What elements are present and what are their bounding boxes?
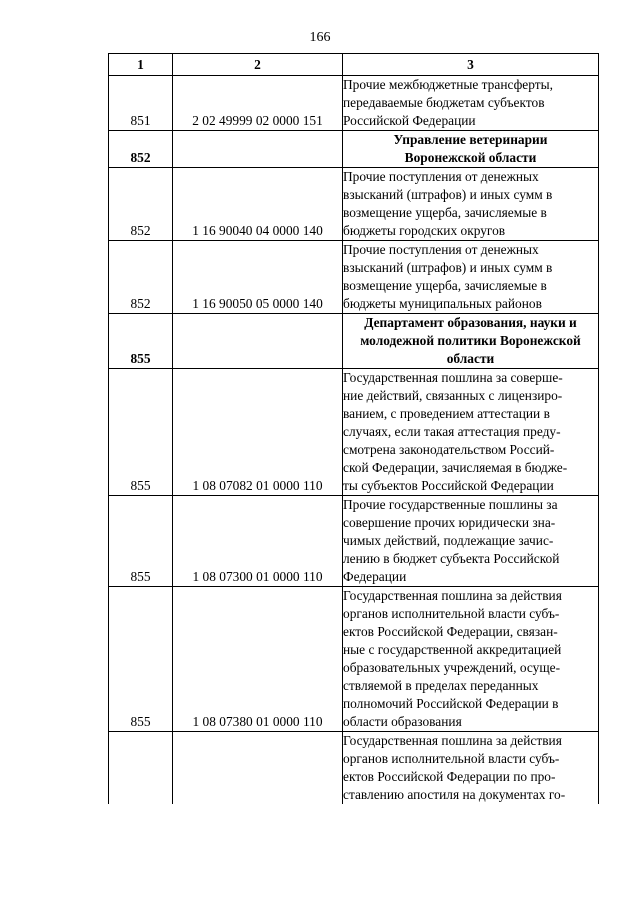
description-line: взысканий (штрафов) и иных сумм в (343, 187, 553, 202)
description-line: полномочий Российской Федерации в (343, 696, 559, 711)
description-line: Российской Федерации (343, 113, 476, 128)
budget-code-cell (173, 732, 343, 805)
description-line: Государственная пошлина за действия (343, 588, 562, 603)
section-heading-row (109, 131, 599, 168)
description-line: ванием, с проведением аттестации в (343, 406, 550, 421)
description-line: чимых действий, подлежащие зачис- (343, 533, 554, 548)
budget-code-cell: 1 16 90040 04 0000 140 (173, 168, 343, 241)
revenue-description-cell (343, 241, 599, 314)
admin-code-cell: 855 (109, 496, 173, 587)
description-line: Управление ветеринарии (393, 132, 548, 147)
budget-code-cell: 1 08 07082 01 0000 110 (173, 369, 343, 496)
budget-code-cell (173, 131, 343, 168)
description-line: ние действий, связанных с лицензиро- (343, 388, 563, 403)
budget-code-cell: 1 16 90050 05 0000 140 (173, 241, 343, 314)
description-line: молодежной политики Воронежской (360, 333, 581, 348)
description-line: органов исполнительной власти субъ- (343, 606, 560, 621)
admin-code-cell: 855 (109, 587, 173, 732)
description-line: Прочие государственные пошлины за (343, 497, 558, 512)
description-line: Федерации (343, 569, 407, 584)
table-row (109, 587, 599, 732)
description-line: Прочие поступления от денежных (343, 242, 539, 257)
section-heading-row (109, 314, 599, 369)
budget-code-cell (173, 314, 343, 369)
admin-code-cell: 855 (109, 314, 173, 369)
description-line: Государственная пошлина за действия (343, 733, 562, 748)
description-line: ные с государственной аккредитацией (343, 642, 562, 657)
description-line: смотрена законодательством Россий- (343, 442, 555, 457)
description-line: бюджеты городских округов (343, 223, 506, 238)
description-line: бюджеты муниципальных районов (343, 296, 542, 311)
revenue-description-cell (343, 587, 599, 732)
column-header-2: 2 (173, 54, 343, 76)
admin-code-cell (109, 732, 173, 805)
description-line: Департамент образования, науки и (364, 315, 577, 330)
table-row (109, 168, 599, 241)
department-name-cell (343, 314, 599, 369)
description-line: Государственная пошлина за соверше- (343, 370, 563, 385)
description-line: ставлению апостиля на документах го- (343, 787, 566, 802)
budget-code-cell: 2 02 49999 02 0000 151 (173, 76, 343, 131)
revenue-description-cell (343, 732, 599, 805)
revenue-description-cell (343, 168, 599, 241)
description-line: образовательных учреждений, осуще- (343, 660, 561, 675)
revenue-description-cell (343, 76, 599, 131)
revenue-description-cell (343, 369, 599, 496)
description-line: органов исполнительной власти субъ- (343, 751, 560, 766)
description-line: передаваемые бюджетам субъектов (343, 95, 545, 110)
description-line: ектов Российской Федерации по про- (343, 769, 556, 784)
description-line: случаях, если такая аттестация преду- (343, 424, 561, 439)
description-line: взысканий (штрафов) и иных сумм в (343, 260, 553, 275)
description-line: области (446, 351, 495, 366)
table-row (109, 496, 599, 587)
description-line: совершение прочих юридически зна- (343, 515, 556, 530)
description-line: лению в бюджет субъекта Российской (343, 551, 560, 566)
admin-code-cell: 852 (109, 168, 173, 241)
description-line: Прочие межбюджетные трансферты, (343, 77, 553, 92)
description-line: ектов Российской Федерации, связан- (343, 624, 558, 639)
page-number: 166 (309, 30, 331, 45)
description-line: ской Федерации, зачисляемая в бюдже- (343, 460, 568, 475)
column-header-1: 1 (109, 54, 173, 76)
budget-code-cell: 1 08 07300 01 0000 110 (173, 496, 343, 587)
description-line: возмещение ущерба, зачисляемые в (343, 205, 547, 220)
table-row (109, 76, 599, 131)
admin-code-cell: 852 (109, 241, 173, 314)
table-row (109, 732, 599, 805)
admin-code-cell: 851 (109, 76, 173, 131)
table-row (109, 369, 599, 496)
table-header-row (109, 54, 599, 76)
revenue-description-cell (343, 496, 599, 587)
budget-code-cell: 1 08 07380 01 0000 110 (173, 587, 343, 732)
description-line: области образования (343, 714, 462, 729)
column-header-3: 3 (343, 54, 599, 76)
description-line: возмещение ущерба, зачисляемые в (343, 278, 547, 293)
table-row (109, 241, 599, 314)
admin-code-cell: 852 (109, 131, 173, 168)
revenue-code-table (108, 53, 599, 804)
department-name-cell (343, 131, 599, 168)
description-line: ты субъектов Российской Федерации (343, 478, 554, 493)
description-line: Прочие поступления от денежных (343, 169, 539, 184)
description-line: Воронежской области (404, 150, 537, 165)
description-line: ствляемой в пределах переданных (343, 678, 539, 693)
admin-code-cell: 855 (109, 369, 173, 496)
